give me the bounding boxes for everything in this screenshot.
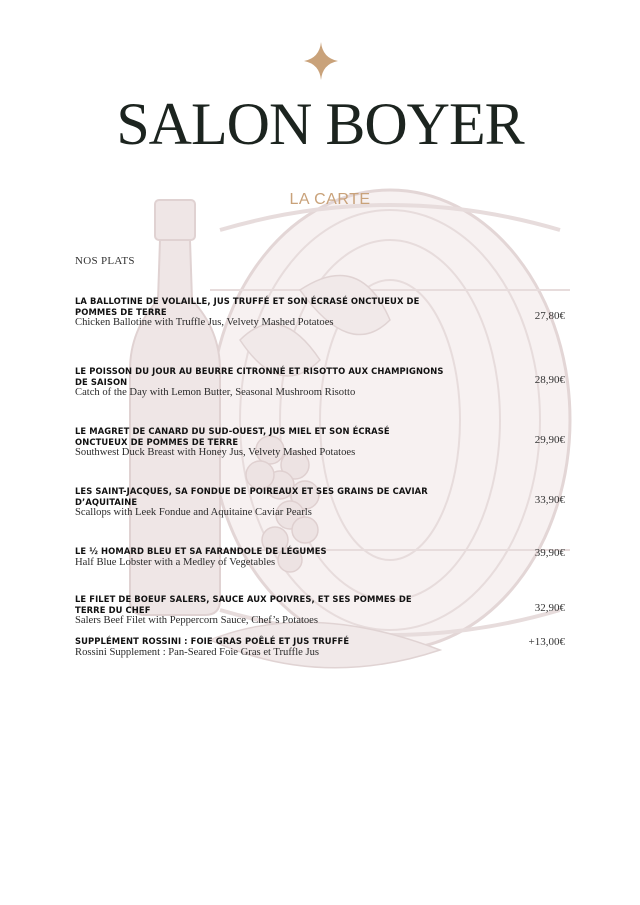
dish-name: LE POISSON DU JOUR AU BEURRE CITRONNÉ ET RISOTTO AUX CHAMPIGNONS DE SAISON [75,366,444,387]
menu-subtitle: LA CARTE [289,191,371,208]
dish-description: Scallops with Leek Fondue and Aquitaine Caviar Pearls [75,507,312,518]
dish-price: 33,90€ [534,494,565,506]
menu-item-supplement [75,636,565,659]
menu-item [75,594,565,627]
dish-price: +13,00€ [528,636,565,648]
menu-item [75,366,565,399]
restaurant-name: SALON BOYER [116,91,524,157]
dish-description: Catch of the Day with Lemon Butter, Seasonal Mushroom Risotto [75,387,356,398]
menu-item [75,426,565,459]
dish-description: Southwest Duck Breast with Honey Jus, Velvety Mashed Potatoes [75,447,356,458]
section-label: NOS PLATS [75,255,135,267]
dish-description: Salers Beef Filet with Peppercorn Sauce, Chef’s Potatoes [75,615,319,626]
menu-item [75,296,565,329]
dish-price: 27,80€ [534,310,565,322]
dish-name: LES SAINT-JACQUES, SA FONDUE DE POIREAUX ET SES GRAINS DE CAVIAR D’AQUITAINE [75,486,428,507]
menu-item [75,546,565,569]
dish-price: 39,90€ [534,547,565,559]
dish-description: Half Blue Lobster with a Medley of Vegetables [75,556,276,568]
dish-name: LE FILET DE BOEUF SALERS, SAUCE AUX POIVRES, ET SES POMMES DE TERRE DU CHEF [75,594,412,615]
dish-price: 32,90€ [534,602,565,614]
dish-name: LE MAGRET DE CANARD DU SUD-OUEST, JUS MIEL ET SON ÉCRASÉ ONCTUEUX DE POMMES DE TERRE [75,426,390,447]
dish-description: Rossini Supplement : Pan-Seared Foie Gras et Truffle Jus [75,646,320,658]
four-point-star-icon [304,42,338,80]
menu-item [75,486,565,519]
dish-price: 28,90€ [534,374,565,386]
dish-name: SUPPLÉMENT ROSSINI : FOIE GRAS POÊLÉ ET JUS TRUFFÉ [75,636,350,646]
dish-price: 29,90€ [534,434,565,446]
dish-description: Chicken Ballotine with Truffle Jus, Velvety Mashed Potatoes [75,317,334,328]
dish-name: LA BALLOTINE DE VOLAILLE, JUS TRUFFÉ ET SON ÉCRASÉ ONCTUEUX DE POMMES DE TERRE [75,296,420,317]
dish-name: LE ½ HOMARD BLEU ET SA FARANDOLE DE LÉGUMES [75,546,327,556]
